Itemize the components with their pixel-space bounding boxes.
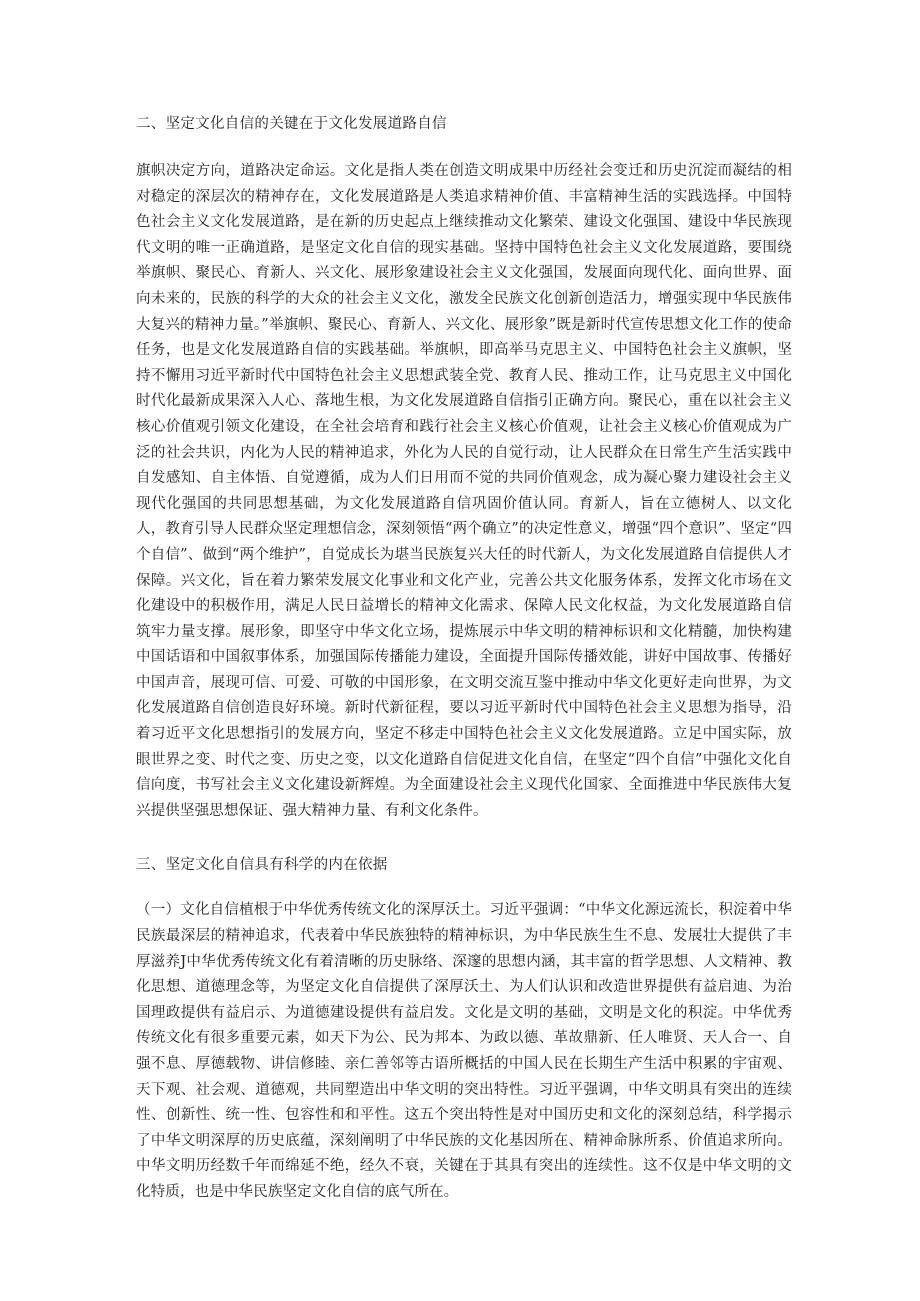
section-3-heading: 三、坚定文化自信具有科学的内在依据: [136, 857, 388, 874]
section-2-paragraph: 旗帜决定方向，道路决定命运。文化是指人类在创造文明成果中历经社会变迁和历史沉淀而凝结的相对稳定的深层次的精神存在，文化发展道路是人类追求精神价值、丰富精神生活的实践选择。中国特色社会主义文化发展道路，是在新的历史起点上继续推动文化繁荣、建设文化强国、建设中华民族现代文明的唯一正确道路，是坚定文化自信的现实基础。坚持中国特色社会主义文化发展道路，要围绕举旗帜、聚民心、育新人、兴文化、展形象建设社会主义文化强国，发展面向现代化、面向世界、面向未来的，民族的科学的大众的社会主义文化，激发全民族文化创新创造活力，增强实现中华民族伟大复兴的精神力量。”举旗帜、聚民心、育新人、兴文化、展形象”既是新时代宣传思想文化工作的使命任务，也是文化发展道路自信的实践基础。举旗帜，即高举马克思主义、中国特色社会主义旗帜，坚持不懈用习近平新时代中国特色社会主义思想武装全党、教育人民、推动工作，让马克思主义中国化时代化最新成果深入人心、落地生根，为文化发展道路自信指引正确方向。聚民心，重在以社会主义核心价值观引领文化建设，在全社会培育和践行社会主义核心价值观，让社会主义核心价值观成为广泛的社会共识，内化为人民的精神追求，外化为人民的自觉行动，让人民群众在日常生产生活实践中自发感知、自主体悟、自觉遵循，成为人们日用而不觉的共同价值观念，成为凝心聚力建设社会主义现代化强国的共同思想基础，为文化发展道路自信巩固价值认同。育新人，旨在立德树人、以文化人，教育引导人民群众坚定理想信念，深刻领悟“两个确立”的决定性意义，增强“四个意识”、坚定“四个自信”、做到“两个维护”，自觉成长为堪当民族复兴大任的时代新人，为文化发展道路自信提供人才保障。兴文化，旨在着力繁荣发展文化事业和文化产业，完善公共文化服务体系，发挥文化市场在文化建设中的积极作用，满足人民日益增长的精神文化需求、保障人民文化权益，为文化发展道路自信筑牢力量支撑。展形象，即坚守中华文化立场，提炼展示中华文明的精神标识和文化精髓，加快构建中国话语和中国叙事体系，加强国际传播能力建设，全面提升国际传播效能，讲好中国故事、传播好中国声音，展现可信、可爱、可敬的中国形象，在文明交流互鉴中推动中华文化更好走向世界，为文化发展道路自信创造良好环境。新时代新征程，要以习近平新时代中国特色社会主义思想为指导，沿着习近平文化思想指引的发展方向，坚定不移走中国特色社会主义文化发展道路。立足中国实际，放眼世界之变、时代之变、历史之变，以文化道路自信促进文化自信，在坚定“四个自信”中强化文化自信向度，书写社会主义文化建设新辉煌。为全面建设社会主义现代化国家、全面推进中华民族伟大复兴提供坚强思想保证、强大精神力量、有利文化条件。: [136, 163, 792, 819]
section-3-paragraph: （一）文化自信植根于中华优秀传统文化的深厚沃土。习近平强调：“中华文化源远流长，积淀着中华民族最深层的精神追求，代表着中华民族独特的精神标识，为中华民族生生不息、发展壮大提供了丰厚滋养J中华优秀传统文化有着清晰的历史脉络、深邃的思想内涵，其丰富的哲学思想、人文精神、教化思想、道德理念等，为坚定文化自信提供了深厚沃土、为人们认识和改造世界提供有益启迪、为治国理政提供有益启示、为道德建设提供有益启发。文化是文明的基础，文明是文化的积淀。中华优秀传统文化有很多重要元素，如天下为公、民为邦本、为政以德、革故鼎新、任人唯贤、天人合一、自强不息、厚德载物、讲信修睦、亲仁善邻等古语所概括的中国人民在长期生产生活中积累的宇宙观、天下观、社会观、道德观，共同塑造出中华文明的突出特性。习近平强调，中华文明具有突出的连续性、创新性、统一性、包容性和和平性。这五个突出特性是对中国历史和文化的深刻总结，科学揭示了中华文明深厚的历史底蕴，深刻阐明了中华民族的文化基因所在、精神命脉所系、价值追求所向。中华文明历经数千年而绵延不绝，经久不衰，关键在于其具有突出的连续性。这不仅是中华文明的文化特质，也是中华民族坚定文化自信的底气所在。: [136, 902, 792, 1200]
section-2-heading: 二、坚定文化自信的关键在于文化发展道路自信: [136, 116, 447, 132]
